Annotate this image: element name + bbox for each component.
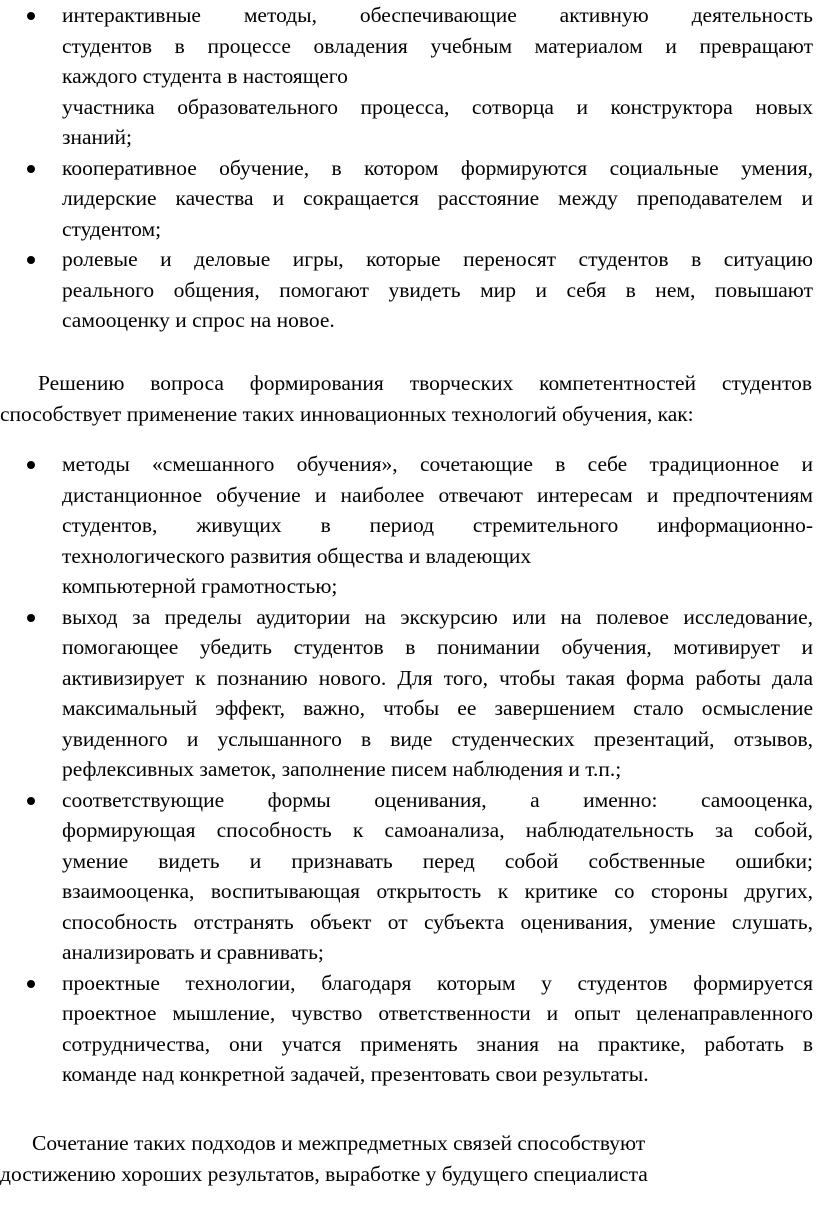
text-line: сотрудничества, они учатся применять знания на практике, работать в: [62, 1031, 813, 1056]
text-line: кооперативное обучение, в котором формируются социальные умения,: [62, 155, 813, 180]
text-line: студентов в процессе овладения учебным материалом и превращают: [62, 33, 813, 58]
bullet-icon: [27, 12, 35, 20]
list-item: [0, 785, 816, 968]
bullet-icon: [27, 797, 35, 805]
text-line: каждого студента в настоящего: [62, 64, 348, 88]
text-line: лидерские качества и сокращается расстояние между преподавателем и: [62, 186, 813, 210]
text-line: интерактивные методы, обеспечивающие активную деятельность: [62, 3, 813, 27]
text-line: технологического развития общества и владеющих: [62, 543, 532, 568]
paragraph-conclusion: [0, 1128, 812, 1189]
text-line: помогающее убедить студентов в понимании обучения, мотивирует и: [62, 635, 813, 659]
text-line: рефлексивных заметок, заполнение писем наблюдения и т.п.;: [62, 757, 622, 781]
text-line: участника образовательного процесса, сотворца и конструктора новых: [62, 94, 813, 119]
text-line: достижению хороших результатов, выработке у будущего специалиста: [0, 1161, 648, 1186]
list-item: [0, 153, 816, 245]
text-line: студентов, живущих в период стремительного информационно-: [62, 513, 813, 537]
text-line: знаний;: [62, 125, 133, 149]
text-line: самооценку и спрос на новое.: [62, 308, 335, 332]
text-line: ролевые и деловые игры, которые переносят студентов в ситуацию: [62, 247, 813, 271]
bullet-list-methods: [0, 0, 816, 336]
text-line: проектное мышление, чувство ответственности и опыт целенаправленного: [62, 1001, 813, 1025]
bullet-icon: [27, 165, 35, 173]
paragraph-innovative-technologies: [0, 368, 812, 429]
text-line: методы «смешанного обучения», сочетающие в себе традиционное и: [62, 452, 813, 476]
bullet-icon: [27, 256, 35, 264]
text-line: студентом;: [62, 216, 162, 241]
text-line: максимальный эффект, важно, чтобы ее завершением стало осмысление: [62, 696, 813, 720]
text-line: активизирует к познанию нового. Для того, чтобы такая форма работы дала: [62, 665, 813, 690]
text-line: Сочетание таких подходов и межпредметных связей способствуют: [32, 1131, 646, 1155]
bullet-icon: [27, 614, 35, 622]
bullet-list-technologies: [0, 449, 816, 1090]
text-line: выход за пределы аудитории на экскурсию или на полевое исследование,: [62, 604, 813, 629]
text-line: увиденного и услышанного в виде студенческих презентаций, отзывов,: [62, 726, 813, 751]
text-line: проектные технологии, благодаря которым у студентов формируется: [62, 970, 813, 995]
text-line: реального общения, помогают увидеть мир и себя в нем, повышают: [62, 277, 813, 302]
bullet-icon: [27, 980, 35, 988]
list-item: [0, 0, 816, 153]
text-line: способствует применение таких инновационных технологий обучения, как:: [0, 401, 694, 426]
text-line: соответствующие формы оценивания, а именно: самооценка,: [62, 787, 813, 812]
text-line: способность отстранять объект от субъекта оценивания, умение слушать,: [62, 909, 813, 934]
text-line: анализировать и сравнивать;: [62, 940, 324, 964]
text-line: команде над конкретной задачей, презентовать свои результаты.: [62, 1062, 649, 1086]
list-item: [0, 449, 816, 602]
text-line: формирующая способность к самоанализа, наблюдательность за собой,: [62, 818, 813, 842]
text-line: компьютерной грамотностью;: [62, 574, 338, 598]
text-line: умение видеть и признавать перед собой собственные ошибки;: [62, 848, 813, 873]
list-item: [0, 602, 816, 785]
list-item: [0, 968, 816, 1090]
text-line: Решению вопроса формирования творческих компетентностей студентов: [38, 371, 812, 395]
text-line: дистанционное обучение и наиболее отвечают интересам и предпочтениям: [62, 482, 813, 507]
text-line: взаимооценка, воспитывающая открытость к критике со стороны других,: [62, 879, 813, 903]
bullet-icon: [27, 461, 35, 469]
list-item: [0, 244, 816, 336]
